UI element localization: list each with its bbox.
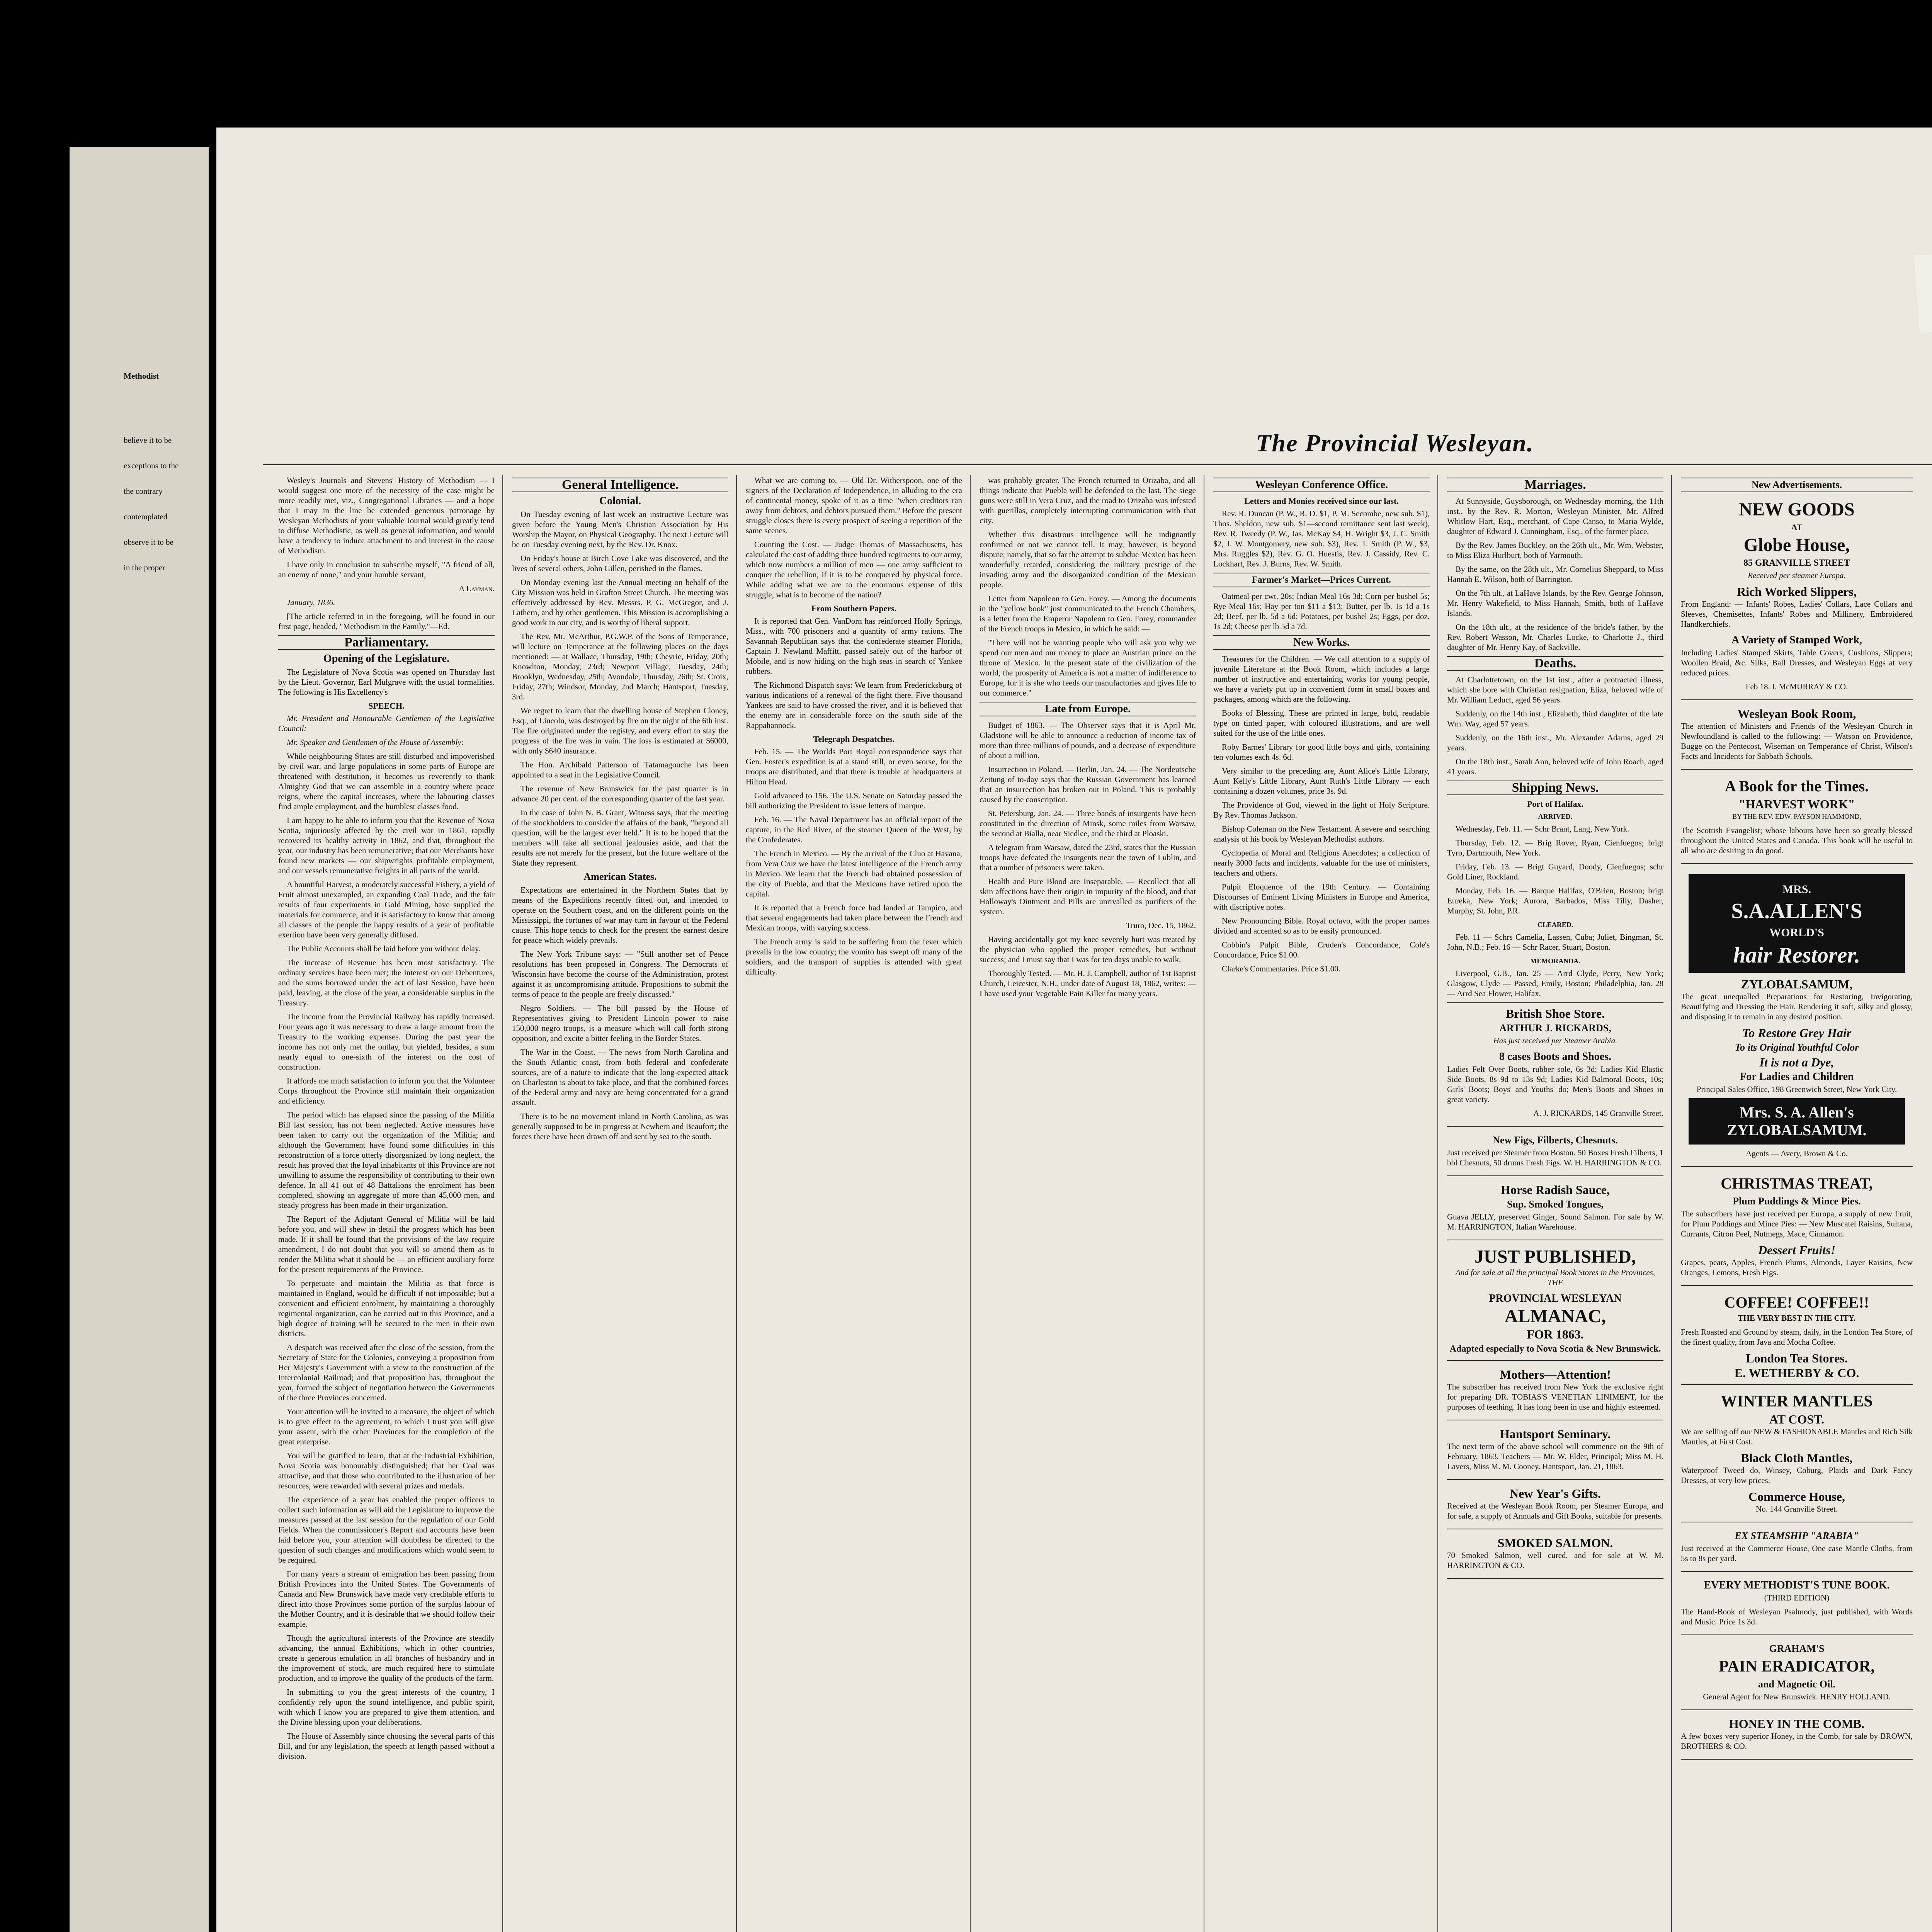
ad-coffee [1681,1289,1913,1385]
paragraph: To perpetuate and maintain the Militia as that force is maintained in England, would be difficult if not impossible; but a convenient and efficient enrolment, by maintaining a thoroughly regimental organization, can be carried out in this Province, and a high degree of training will be secured to the men in their own districts. [278,1279,495,1338]
paragraph: The New York Tribune says: — "Still another set of Peace resolutions has been proposed in Congress. The Democrats of Wisconsin have become the course of the Administration, protest against it as uncompromising attitude. Propositions to submit the terms of peace to the people are freely discussed." [512,949,728,999]
column-2 [512,475,728,1932]
newspaper-page [216,128,1932,1932]
ad-at: AT [1791,522,1803,532]
paragraph: Roby Barnes' Library for good little boys and girls, containing ten volumes each 4s. 6d. [1213,742,1430,762]
ad-mothers [1447,1364,1663,1420]
paragraph: Rev. R. Duncan (P. W., R. D. $1, P. M. Secombe, new sub. $1), Thos. Sheldon, new sub. $1—second remittance sent last week), Rev. R. Tweedy (P. W., Jas. McKay $4, H. Wright $3, J. C. Smith $2, J. W. Montgomery, new sub. $3), Rev. T. Smith (P. W., $3, Mrs. Ruggles $2), Rev. G. O. Huestis, Rev. J. Cassidy, Rev. C. Lockhart, Rev. J. Burns, Rev. W. Smith. [1213,509,1430,568]
marriage-notice: At Sunnyside, Guysborough, on Wednesday morning, the 11th inst., by the Rev. R. Morton, Wesleyan Minister, Mr. Alfred Whitlow Hart, Esq., merchant, of Cape Canso, to Maria Wylde, daughter of Edward J. Cunningham, Esq., of the former place. [1447,497,1663,536]
ad-line: Black Cloth Mantles, [1741,1451,1853,1465]
section-heading-market-prices: Farmer's Market—Prices Current. [1213,573,1430,587]
ad-text: The Hand-Book of Wesleyan Psalmody, just published, with Words and Music. Price 1s 3d. [1681,1607,1913,1626]
paragraph: Letter from Napoleon to Gen. Forey. — Among the documents in the "yellow book" just communicated to the French Chambers, is a letter from the Emperor Napoleon to Gen. Forey, commander of the French troops in Mexico, in which he said: — [980,594,1196,633]
arrived-heading: ARRIVED. [1538,813,1573,820]
ad-subtitle: (THIRD EDITION) [1764,1593,1830,1602]
banner-line: WORLD'S [1769,926,1824,939]
ad-line: To its Original Youthful Color [1735,1042,1859,1053]
subheading: Telegraph Despatches. [813,734,895,744]
ad-subtitle: Plum Puddings & Mince Pies. [1733,1196,1861,1207]
paragraph: Oatmeal per cwt. 20s; Indian Meal 16s 3d; Corn per bushel 5s; Rye Meal 16s; Hay per ton $11 a $13; Butter, per lb. 1s 1d a 1s 2d; Beef, per lb. 5d a 6d; Potatoes, per bushel 2s; Eggs, per doz. 1s 2d; Cheese per lb 5d a 7d. [1213,592,1430,631]
ad-christmas [1681,1170,1913,1286]
prev-fragment: contemplated [124,512,168,521]
ad-text: The attention of Ministers and Friends of the Wesleyan Church in Newfoundland is called to the following: — Watson on Providence, Bugge on the Pentecost, Wiseman on Temperance of Christ, Wilson's Facts and Incidents for Sabbath Schools. [1681,721,1913,761]
ad-figs [1447,1130,1663,1176]
ad-line: ZYLOBALSAMUM, [1741,977,1853,991]
column-rule [1671,475,1672,1932]
cleared-heading: CLEARED. [1537,921,1573,929]
paragraph: The period which has elapsed since the passing of the Militia Bill last session, has not been neglected. Active measures have been taken to carry out the organization of the Militia; and although the Government have found some difficulties in this reconstruction of a force utterly disorganized by long neglect, the result has proved that the loyal inhabitants of this Province are not unwilling to assume the responsibility of contributing to their own defence. In all 41 out of 48 Battalions the enrolment has been completed, showing an aggregate of more than 45,000 men, and steady progress has been made in their organization. [278,1110,495,1210]
ad-title: NEW GOODS [1739,499,1855,520]
paragraph: Negro Soldiers. — The bill passed by the House of Representatives giving to President Lincoln power to raise 150,000 negro troops, is a measure which will call forth strong opposition, and excite a bitter feeling in the Border States. [512,1003,728,1043]
paragraph: Though the agricultural interests of the Province are steadily advancing, the annual Exhibitions, which in other countries, create a generous emulation in all branches of husbandry and in the improvement of stock, are much required here to stimulate production, and to improve the quality of the products of the farm. [278,1633,495,1683]
paragraph: Health and Pure Blood are Inseparable. — Recollect that all skin affections have their origin in impurity of the blood, and that Holloway's Ointment and Pills are unrivalled as purifiers of the system. [980,877,1196,916]
ad-text: The great unequalled Preparations for Restoring, Invigorating, Beautifying and Dressing the Hair. Rendering it soft, silky and glossy, and disposing it to remain in any desired position. [1681,992,1913,1021]
ad-text: Fresh Roasted and Ground by steam, daily, in the London Tea Store, of the finest quality, from Java and Mocha Coffee. [1681,1327,1913,1347]
ad-horse-radish [1447,1179,1663,1240]
section-heading-general-intelligence: General Intelligence. [512,478,728,492]
section-heading-parliamentary: Parliamentary. [278,635,495,650]
death-notice: Suddenly, on the 14th inst., Elizabeth, third daughter of the late Wm. Way, aged 57 years. [1447,709,1663,728]
ad-title: Horse Radish Sauce, [1501,1183,1610,1197]
paragraph: Cobbin's Pulpit Bible, Cruden's Concordance, Cole's Concordance, Price $1.00. [1213,940,1430,959]
ad-title: New Figs, Filberts, Chesnuts. [1493,1134,1618,1146]
subheading: From Southern Papers. [811,604,897,613]
ad-new-year [1447,1483,1663,1529]
paragraph: On Monday evening last the Annual meeting on behalf of the City Mission was held in Grafton Street Church. The meeting was effectively addressed by Rev. Messrs. P. G. McGregor, and J. Lathern, and by other gentlemen. This Mission is accomplishing a good work in our city, and is worthy of liberal support. [512,578,728,627]
ship-entry: Wednesday, Feb. 11. — Schr Brant, Lang, New York. [1456,824,1629,833]
almanac-line: FOR 1863. [1527,1327,1584,1341]
marriage-notice: On the 7th ult., at LaHave Islands, by the Rev. George Johnson, Mr. Henry Wakefield, to Miss Hannah, Smith, both of LaHave Islands. [1447,588,1663,618]
folded-corner [1914,231,1932,333]
ad-shoe-store [1447,1002,1663,1127]
ad-line: Rich Worked Slippers, [1737,585,1857,599]
paragraph: I am happy to be able to inform you that the Revenue of Nova Scotia, injuriously affected by the civil war in 1861, rapidly recovered its healthy activity in 1862, and that, throughout the year, our industry has been remunerative; that our Merchants have found new markets — our shipwrights profitable employment, and our vessels remunerative freights in all parts of the world. [278,816,495,875]
paragraph: Feb. 16. — The Naval Department has an official report of the capture, in the Red River, of the steamer Queen of the West, by the Confederates. [746,815,962,844]
paragraph: Cyclopedia of Moral and Religious Anecdotes; a collection of nearly 3000 facts and incidents, valuable for the use of ministers, teachers and others. [1213,848,1430,878]
ad-cases: 8 cases Boots and Shoes. [1499,1051,1612,1063]
column-4 [980,475,1196,1932]
paragraph: A despatch was received after the close of the session, from the Secretary of State for the Colonies, conveying a proposition from Her Majesty's Government with a view to the construction of the Intercolonial Railroad; and that proposition has, throughout the year, formed the subject of negotiation between the Governments of the three Provinces concerned. [278,1343,495,1402]
masthead: The Provincial Wesleyan. [1256,429,1534,457]
masthead-rule [263,464,1932,465]
ad-text: 70 Smoked Salmon, well cured, and for sale at W. M. HARRINGTON & CO. [1447,1551,1663,1570]
ad-text: Received at the Wesleyan Book Room, per Steamer Europa, and for sale, a supply of Annuals and Gift Books, suitable for presents. [1447,1501,1663,1520]
prev-fragment: the contrary [124,486,163,496]
paragraph: A telegram from Warsaw, dated the 23rd, states that the Russian troops have defeated the insurgents near the town of Lublin, and that a number of prisoners were taken. [980,843,1196,872]
editor-note: [The article referred to in the foregoing, will be found in our first page, headed, "Methodism in the Family."—Ed. [278,612,495,631]
ad-book-room [1681,703,1913,770]
ad-line: and Magnetic Oil. [1758,1679,1836,1690]
marriage-notice: By the same, on the 28th ult., Mr. Cornelius Sheppard, to Miss Hannah E. Wilson, both of Barrington. [1447,565,1663,584]
paragraph: The War in the Coast. — The news from North Carolina and the South Atlantic coast, from both federal and confederate sources, are of a nature to indicate that the long-expected attack on Charleston is about to take place, and that the combined forces of the Federal army and navy are being concentrated for a grand assault. [512,1048,728,1107]
ad-subtitle: Received per steamer Europa, [1748,571,1846,580]
ad-almanac [1447,1243,1663,1361]
paragraph: On Friday's house at Birch Cove Lake was discovered, and the lives of several others, John Gillen, perished in the flames. [512,554,728,573]
ad-line: It is not a Dye, [1759,1055,1834,1069]
paragraph: It is reported that a French force had landed at Tampico, and that several engagements had taken place between the French and Mexican troops, with varying success. [746,903,962,932]
paragraph: The income from the Provincial Railway has rapidly increased. Four years ago it was necessary to draw a large amount from the Treasury to the working expenses. During the past year the income has not only met the outlay, but yielded, besides, a sum nearly equal to one-sixth of the interest on the cost of construction. [278,1012,495,1071]
ad-text: Ladies Felt Over Boots, rubber sole, 6s 3d; Ladies Kid Elastic Side Boots, 8s 9d to 13s 9d; Ladies Kid Balmoral Boots, 10s; Girls' Boots; Boys' and Youths' do; Men's Boots and Shoes in great variety. [1447,1065,1663,1104]
ad-text: Waterproof Tweed do, Winsey, Coburg, Plaids and Dark Fancy Dresses, at very low prices. [1681,1466,1913,1485]
ad-line: GRAHAM'S [1769,1643,1825,1654]
section-heading-new-works: New Works. [1213,635,1430,650]
paragraph: The French in Mexico. — By the arrival of the Cluo at Havana, from Vera Cruz we have the latest intelligence of the French army in Mexico. We learn that the French had obtained possession of the city of Puebla, and that the Mexicans have retired upon the capital. [746,849,962,898]
section-heading-marriages: Marriages. [1447,478,1663,492]
ad-text: Principal Sales Office, 198 Greenwich Street, New York City. [1696,1085,1897,1094]
ad-text: The subscriber has received from New York the exclusive right for preparing DR. TOBIAS'S VENETIAN LINIMENT, for the purposes of teething. It has long been in use and highly esteemed. [1447,1382,1663,1412]
ad-tune-book [1681,1575,1913,1635]
cleared-text: Feb. 11 — Schrs Camelia, Lassen, Cuba; Juliet, Bingman, St. John, N.B.; Feb. 16 — Schr Racer, Stuart, Boston. [1447,932,1663,952]
marriage-notice: By the Rev. James Buckley, on the 26th ult., Mr. Wm. Webster, to Miss Eliza Hurlburt, both of Yarmouth. [1447,541,1663,560]
ad-book-title: "HARVEST WORK" [1738,797,1855,811]
subsection-american-states: American States. [583,871,657,882]
ad-globe-house [1681,496,1913,700]
hair-restorer-banner [1689,874,1905,973]
ad-salmon [1447,1532,1663,1579]
almanac-line: ALMANAC, [1504,1306,1606,1327]
ad-text: Including Ladies' Stamped Skirts, Table Covers, Cushions, Slippers; Woollen Braid, &c. Silks, Ball Dresses, and Wesleyan Eggs at very reduced prices. [1681,648,1913,677]
paragraph: was probably greater. The French returned to Orizaba, and all things indicate that Puebla will be defended to the last. The siege guns were still in Vera Cruz, and the road to Orizaba was infested with guerillas, completely interrupting communication with that city. [980,476,1196,525]
paragraph: The Report of the Adjutant General of Militia will be laid before you, and will shew in detail the progress which has been made. If it shall be found that the provisions of the law require amendment, I do not doubt that you will so amend them as to render the Militia what it should be — an efficient auxiliary force for the present requirements of the Province. [278,1214,495,1274]
paragraph: Whether this disastrous intelligence will be indignantly confirmed or not we cannot tell. It may, however, is beyond dispute, namely, that so far the attempt to subdue Mexico has been wonderfully retarded, considering the military prestige of the invading army and the disorganized condition of the Mexican people. [980,530,1196,589]
ad-subtitle: Has just received per Steamer Arabia. [1493,1036,1617,1045]
ship-entry: Friday, Feb. 13. — Brigt Guyard, Doody, Cienfuegos; schr Gold Liner, Rockland. [1447,862,1663,881]
letter-text: Wesley's Journals and Stevens' History of Methodism — I would suggest one more of the necessity of the case might be more readily met, viz., Congregational Libraries — and a hope that I may in the line be extended generous patronage by Wesleyan Methodists of your valuable Journal would greatly tend to diffuse Methodistic, as well as general information, and would have a tendency to induce attachment to and interest in the cause of Methodism. [278,476,495,555]
death-notice: On the 18th inst., Sarah Ann, beloved wife of John Roach, aged 41 years. [1447,757,1663,776]
column-rule [1437,475,1438,1932]
paragraph: In the case of John N. B. Grant, Witness says, that the meeting of the stockholders to consider the affairs of the bank, "beyond all question, will be the largest ever held." It is to be hoped that the members will take all sectional jealousies aside, and that the results are not merely for the present, but the future welfare of the State they represent. [512,808,728,867]
paragraph: Counting the Cost. — Judge Thomas of Massachusetts, has calculated the cost of adding three hundred regiments to our army, which now numbers a million of men — one army sufficient to conquer the rebellion, if it is to be conquered by physical force. While adding what we are to the enormous expense of this struggle, what is to become of the nation? [746,540,962,599]
ad-text: We are selling off our NEW & FASHIONABLE Mantles and Rich Silk Mantles, at First Cost. [1681,1427,1913,1446]
banner-line: S.A.ALLEN'S [1731,899,1862,923]
banner-line: ZYLOBALSAMUM. [1727,1121,1867,1139]
paragraph: Clarke's Commentaries. Price $1.00. [1222,964,1341,973]
death-notice: At Charlottetown, on the 1st inst., after a protracted illness, which she bore with Christian resignation, Eliza, beloved wife of Mr. William Leduct, aged 56 years. [1447,675,1663,704]
column-1 [278,475,495,1932]
ad-line: AT COST. [1769,1412,1825,1426]
ad-arabia [1681,1526,1913,1572]
ad-text: The Scottish Evangelist; whose labours have been so greatly blessed throughout the United States and Canada. This book will be useful to all who are desiring to do good. [1681,826,1913,855]
column-rule [970,475,971,1932]
column-5 [1213,475,1430,1932]
paragraph: The Rev. Mr. McArthur, P.G.W.P. of the Sons of Temperance, will lecture on Temperance at the following places on the days mentioned: — at Wallace, Thursday, 19th; Chevrie, Friday, 20th; Knowlton, Monday, 23rd; Newport Village, Tuesday, 24th; Brooklyn, Wednesday, 25th; Avondale, Thursday, 26th; St. Croix, Friday, 27th; Windsor, Monday, 2nd March; Hantsport, Tuesday, 3rd. [512,632,728,701]
paragraph: Bishop Coleman on the New Testament. A severe and searching analysis of his book by Wesleyan Methodist authors. [1213,824,1430,844]
section-heading-new-advertisements: New Advertisements. [1681,478,1913,492]
paragraph: The Providence of God, viewed in the light of Holy Scripture. By Rev. Thomas Jackson. [1213,800,1430,820]
ad-text: Guava JELLY, preserved Ginger, Sound Salmon. For sale by W. M. HARRINGTON, Italian Warehouse. [1447,1212,1663,1231]
paragraph: Thoroughly Tested. — Mr. H. J. Campbell, author of 1st Baptist Church, Leicester, N.H., under date of August 18, 1862, writes: — I have used your Vegetable Pain Killer for many years. [980,969,1196,998]
paragraph: It affords me much satisfaction to inform you that the Volunteer Corps throughout the Province still maintain their organization and efficiency. [278,1076,495,1105]
ad-line: E. WETHERBY & CO. [1734,1366,1859,1380]
paragraph: Expectations are entertained in the Northern States that by means of the Expeditions recently fitted out, and intended to operate on the Southern coast, and on the different points on the Mississippi, the fortunes of war may turn in favour of the Federal cause. This hope tends to check for the present the earnest desire for peace which widely prevails. [512,885,728,945]
ad-title: SMOKED SALMON. [1497,1536,1613,1550]
ad-text: Just received per Steamer from Boston. 50 Boxes Fresh Filberts, 1 bbl Chesnuts, 50 drums Fresh Figs. W. H. HARRINGTON & CO. [1447,1148,1663,1167]
ad-title: Wesleyan Book Room, [1737,707,1856,721]
paragraph: St. Petersburg, Jan. 24. — Three bands of insurgents have been constituted in the direction of Minsk, some miles from Warsaw, the second at Bialla, near Siedlce, and the third at Ploaski. [980,809,1196,838]
speech-salutation: Mr. Speaker and Gentlemen of the House of Assembly: [287,738,464,747]
ad-sign: A. J. RICKARDS, 145 Granville Street. [1533,1109,1663,1118]
paragraph: There is to be no movement inland in North Carolina, as was generally supposed to be in progress at Newbern and Beaufort; the forces there have been drawn off and sent by sea to the south. [512,1112,728,1141]
zylobalsamum-banner [1689,1098,1905,1145]
subsection-colonial: Colonial. [599,495,641,507]
paragraph: The Public Accounts shall be laid before you without delay. [287,944,481,953]
ad-title: WINTER MANTLES [1721,1393,1873,1410]
paragraph: The experience of a year has enabled the proper officers to collect such information as will aid the Legislature to improve the measures passed at the last session for the regulation of our Gold Fields. When the commissioner's Report and accounts have been laid before you, your attention will doubtless be directed to the question of such changes and modifications which would seem to be required. [278,1495,495,1565]
banner-line: MRS. [1782,883,1811,896]
speech-heading: SPEECH. [368,701,405,711]
ad-text: From England: — Infants' Robes, Ladies' Collars, Lace Collars and Sleeves, Chemisettes, Infants' Robes and Millinery, Embroidered Handkerchiefs. [1681,599,1913,629]
prev-fragment: in the proper [124,563,165,572]
prev-fragment: observe it to be [124,537,173,547]
ad-pain-eradicator [1681,1638,1913,1710]
paragraph: Having accidentally got my knee severely hurt was treated by the physician who applied the proper remedies, but without success; and I must say that I was for ten days unable to walk. [980,935,1196,964]
paragraph: We regret to learn that the dwelling house of Stephen Cloney, Esq., of Lincoln, was destroyed by fire on the night of the 6th inst. The fire originated under the registry, and every effort to stay the progress of the fire was in vain. The loss is estimated at $6000, with only $640 insurance. [512,706,728,755]
memoranda-text: Liverpool, G.B., Jan. 25 — Arrd Clyde, Perry, New York; Glasgow, Clyde — Passed, Emily, Boston; Philadelphia, Jan. 28 — Arrd Sea Flower, Halifax. [1447,969,1663,998]
ad-hantsport [1447,1423,1663,1480]
ad-winter-mantles [1681,1388,1913,1522]
paragraph: The Hon. Archibald Patterson of Tatamagouche has been appointed to a seat in the Legislative Council. [512,760,728,779]
ad-hair-restorer [1681,867,1913,1167]
port-heading: Port of Halifax. [1527,799,1584,809]
column-rule [502,475,503,1932]
ad-title: British Shoe Store. [1505,1007,1605,1020]
paragraph: On Tuesday evening of last week an instructive Lecture was given before the Young Men's Christian Association by His Worship the Mayor, on Physical Geography. The next Lecture will be on Tuesday evening next, by the Rev. Dr. Knox. [512,510,728,549]
ad-text: The subscribers have just received per Europa, a supply of new Fruit, for Plum Puddings and Mince Pies: — New Muscatel Raisins, Sultana, Currants, Citron Peel, Nutmegs, Mace, Cinnamon. [1681,1209,1913,1238]
paragraph: In submitting to you the great interests of the country, I confidently rely upon the sound intelligence, and public spirit, with which I know you are prepared to give them attention, and the Divine blessing upon your deliberations. [278,1687,495,1727]
ad-title: PAIN ERADICATOR, [1719,1658,1875,1675]
ad-text: Just received at the Commerce House, One case Mantle Cloths, from 5s to 8s per yard. [1681,1544,1913,1563]
paragraph: You will be gratified to learn, that at the Industrial Exhibition, Nova Scotia was honourably distinguished; that her Coal was attractive, and that those who contributed to the illustration of her resources, were rewarded with several prizes and medals. [278,1451,495,1490]
ad-title: COFFEE! COFFEE!! [1724,1294,1869,1311]
paragraph: Insurrection in Poland. — Berlin, Jan. 24. — The Nordeutsche Zeitung of to-day says that the Russian Government has learned that an insurrection has broken out in Poland. This is probably caused by the conscription. [980,765,1196,804]
prev-fragment: Methodist [124,371,159,381]
ad-text: No. 144 Granville Street. [1756,1504,1838,1514]
column-rule [736,475,737,1932]
ad-title: Hantsport Seminary. [1500,1427,1611,1441]
paragraph: The House of Assembly since choosing the several parts of this Bill, and for any legislation, the speech at length passed without a division. [278,1731,495,1761]
paragraph: Your attention will be invited to a measure, the object of which is to give effect to the agreement, to which I trust you will give your assent, with the other Provinces for the completion of the great enterprise. [278,1407,495,1446]
paragraph: A bountiful Harvest, a moderately successful Fishery, a yield of Fruit almost unexampled, an expanding Coal Trade, and the fair results of four experiments in Gold Mining, have supplied the materials for commerce, and it is satisfactory to know that among all classes of the people the happy results of a year of profitable exertion have been very generally diffused. [278,880,495,939]
ship-entry: Monday, Feb. 16. — Barque Halifax, O'Brien, Boston; brigt Eureka, New York; Aurora, Barbados, Miss Tilly, Dasher, Murphy, St. John, P.R. [1447,886,1663,915]
paragraph: While neighbouring States are still disturbed and impoverished by civil war, and large populations in some parts of Europe are threatened with destitution, it becomes us reverently to thank Almighty God that we can assemble in a country where peace reigns, where the capital increases, where the labouring classes find ample employment, and the humblest classes food. [278,752,495,811]
ad-title: HONEY IN THE COMB. [1729,1717,1865,1731]
ad-title: New Year's Gifts. [1509,1486,1601,1500]
paragraph: The Richmond Dispatch says: We learn from Fredericksburg of various indications of a renewal of the fight there. Five thousand Yankees are said to have crossed the river, and it is believed that the enemy are in considerable force on the south side of the Rappahannock. [746,680,962,730]
ad-title: Mothers—Attention! [1500,1367,1611,1381]
paragraph: Books of Blessing. These are printed in large, bold, readable type on tinted paper, with coloured illustrations, and are well suited for the use of the little ones. [1213,708,1430,738]
ad-agents: Agents — Avery, Brown & Co. [1746,1149,1848,1158]
banner-line: Mrs. S. A. Allen's [1740,1104,1854,1121]
paragraph: For many years a stream of emigration has been passing from British Provinces into the United States. The Governments of Canada and New Brunswick have made very creditable efforts to direct into those Provinces some portion of the surplus labour of the Mother Country, and it is desirable that we should follow their example. [278,1569,495,1629]
section-heading-conference-office: Wesleyan Conference Office. [1213,478,1430,492]
ad-line: To Restore Grey Hair [1742,1026,1852,1040]
ad-line: A Variety of Stamped Work, [1731,634,1862,646]
section-heading-deaths: Deaths. [1447,656,1663,671]
ad-line: For Ladies and Children [1740,1071,1854,1083]
ad-title: CHRISTMAS TREAT, [1721,1175,1873,1192]
paragraph: The French army is said to be suffering from the fever which prevails in the low country; the vomito has swept off many of the soldiers, and the transport of supplies is attended with great difficulty. [746,937,962,976]
paragraph: The increase of Revenue has been most satisfactory. The ordinary services have been met; the interest on our Debentures, and the sums borrowed under the act of last Session, have been paid, leaving, at the close of the year, a considerable surplus in the Treasury. [278,958,495,1007]
ad-subtitle: And for sale at all the principal Book Stores in the Provinces, THE [1455,1268,1655,1287]
previous-page-strip [70,147,209,1932]
ad-address: 85 GRANVILLE STREET [1743,558,1850,568]
paragraph: Truro, Dec. 15, 1862. [1126,921,1196,930]
ad-text: The next term of the above school will commence on the 9th of February, 1863. Teachers — Mr. W. Elder, Principal; Miss M. H. Lavers, Miss M. M. Cooney. Hantsport, Jan. 21, 1863. [1447,1442,1663,1471]
column-7 [1681,475,1913,1932]
column-3 [746,475,962,1932]
subheading: Letters and Monies received since our last. [1244,496,1399,506]
letter-close: I have only in conclusion to subscribe myself, "A friend of all, an enemy of none," and your humble servant, [278,560,495,579]
paragraph: Treasures for the Children. — We call attention to a supply of juvenile Literature at the Book Room, which includes a large number of instructive and entertaining works for young people, we have a variety put up in convenient form in small boxes and packages, among which are the following. [1213,654,1430,704]
ad-line: Dessert Fruits! [1758,1243,1836,1257]
ad-line: Commerce House, [1748,1490,1845,1503]
ad-line: London Tea Stores. [1746,1351,1848,1365]
death-notice: Suddenly, on the 16th inst., Mr. Alexander Adams, aged 29 years. [1447,733,1663,752]
ad-honey [1681,1713,1913,1760]
paragraph: The revenue of New Brunswick for the past quarter is in advance 20 per cent. of the corresponding quarter of the last year. [512,784,728,803]
column-6 [1447,475,1663,1932]
ad-title: A Book for the Times. [1725,777,1869,795]
speech-salutation: Mr. President and Honourable Gentlemen of the Legislative Council: [278,714,495,733]
memoranda-heading: MEMORANDA. [1530,957,1580,965]
ad-author: BY THE REV. EDW. PAYSON HAMMOND, [1732,813,1861,820]
paragraph: Pulpit Eloquence of the 19th Century. — Containing Discourses of Eminent Living Ministers in Europe and America, with discriptive notes. [1213,882,1430,912]
almanac-line: Adapted especially to Nova Scotia & New Brunswick. [1449,1344,1661,1354]
letter-signature: A Layman. [459,584,495,593]
ad-owner: ARTHUR J. RICKARDS, [1499,1022,1611,1034]
section-heading-shipping: Shipping News. [1447,781,1663,795]
ad-title: EVERY METHODIST'S TUNE BOOK. [1704,1579,1890,1591]
ad-text: A few boxes very superior Honey, in the Comb, for sale by BROWN, BROTHERS & CO. [1681,1731,1913,1751]
ad-text: Grapes, pears, Apples, French Plums, Almonds, Layer Raisins, New Oranges, Lemons, Fresh Figs. [1681,1258,1913,1277]
paragraph: It is reported that Gen. VanDorn has reinforced Holly Springs, Miss., with 700 prisoners and a quantity of army rations. The Savannah Republican says that the confederate steamer Florida, Captain J. Newland Maffitt, passed safely out of the harbor of Mobile, and is now hiding on the high seas in search of Yankee rubbers. [746,616,962,676]
prev-fragment: exceptions to the [124,461,179,470]
paragraph: Gold advanced to 156. The U.S. Senate on Saturday passed the bill authorizing the President to issue letters of marque. [746,791,962,810]
ad-store: Globe House, [1743,535,1850,555]
section-heading-late-from-europe: Late from Europe. [980,702,1196,716]
banner-line: hair Restorer. [1733,942,1861,968]
marriage-notice: On the 18th ult., at the residence of the bride's father, by the Rev. Robert Wasson, Mr. Charles Locke, to Charlotte J., third daughter of Mr. Henry Kay, of Sackville. [1447,622,1663,652]
article-title: Opening of the Legislature. [323,653,450,665]
paragraph: Very similar to the preceding are, Aunt Alice's Little Library, Aunt Kelly's Little Library, Aunt Ruth's Little Library — each containing a dozen volumes, price 3s. 9d. [1213,766,1430,796]
paragraph: New Pronouncing Bible. Royal octavo, with the proper names divided and accented so as to be easily pronounced. [1213,916,1430,935]
paragraph: Budget of 1863. — The Observer says that it is April Mr. Gladstone will be able to announce a reduction of income tax of more than three millions of pounds, and a decrease of expenditure of about a million. [980,721,1196,760]
ad-sign: Feb 18. I. McMURRAY & CO. [1745,682,1848,691]
ship-entry: Thursday, Feb. 12. — Brig Rover, Ryan, Cienfuegos; brigt Tyro, Dartmouth, New York. [1447,838,1663,857]
ad-subtitle: Sup. Smoked Tongues, [1507,1199,1604,1210]
ad-text: General Agent for New Brunswick. HENRY HOLLAND. [1703,1692,1891,1701]
letter-date: January, 1836. [287,598,335,607]
paragraph: "There will not be wanting people who will ask you why we spend our men and our money to place an Austrian prince on the throne of Mexico. In the present state of the civilization of the world, the prosperity of America is not a matter of indifference to Europe, for it is she who feeds our manufactories and gives life to our commerce." [980,638,1196,697]
ad-title: EX STEAMSHIP "ARABIA" [1735,1530,1859,1541]
prev-fragment: believe it to be [124,435,172,445]
almanac-line: PROVINCIAL WESLEYAN [1489,1293,1622,1304]
paragraph: What we are coming to. — Old Dr. Witherspoon, one of the signers of the Declaration of Independence, in alluding to the era of continental money, spoke of it as a time "when creditors ran away from debtors, and debtors pursued them." Before the present struggle closes there is every prospect of seeing a repetition of the same scenes. [746,476,962,535]
article-intro: The Legislature of Nova Scotia was opened on Thursday last by the Lieut. Governor, Earl Mulgrave with the usual formalities. The following is His Excellency's [278,667,495,697]
paragraph: Feb. 15. — The Worlds Port Royal correspondence says that Gen. Foster's expedition is at a stand still, or even worse, for the troops are distributed, and that there is trouble at headquarters at Hilton Head. [746,747,962,786]
ad-harvest-work [1681,773,1913,864]
ad-subtitle: THE VERY BEST IN THE CITY. [1738,1313,1856,1323]
ad-title: JUST PUBLISHED, [1475,1247,1636,1267]
